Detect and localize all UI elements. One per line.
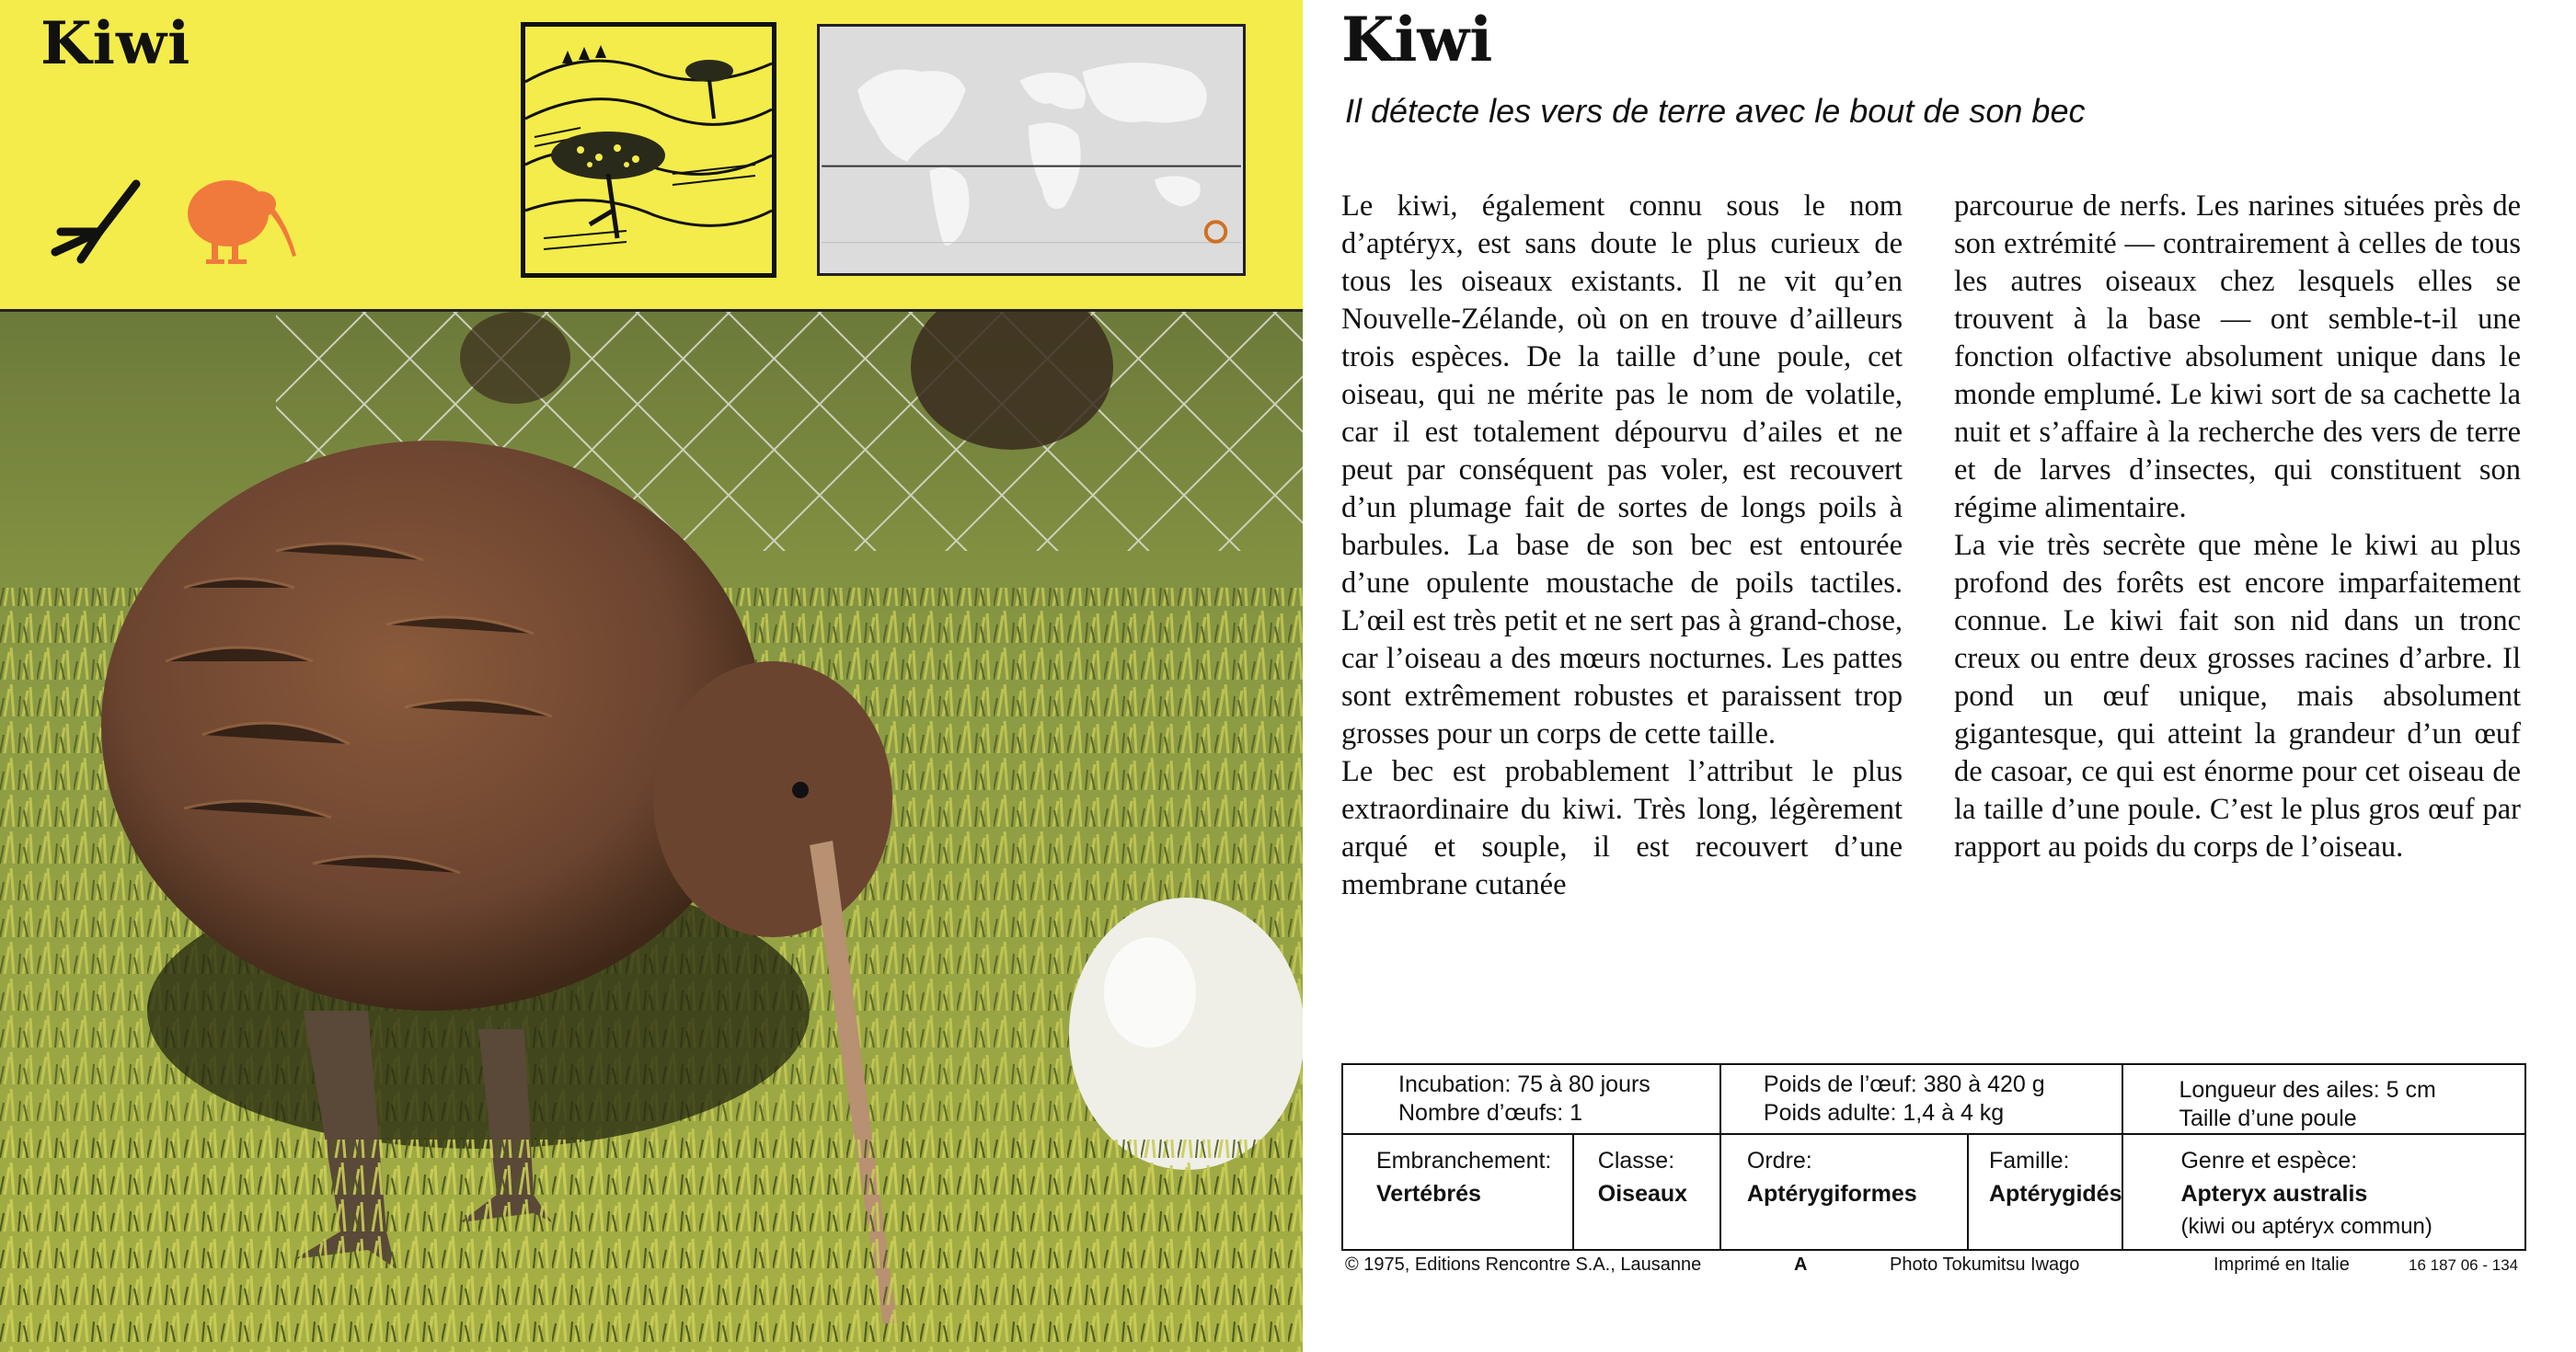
order-label: Ordre: bbox=[1746, 1148, 1812, 1174]
incubation-cell bbox=[1342, 1064, 1720, 1134]
text-column-right bbox=[1954, 188, 2521, 866]
kiwi-photo bbox=[0, 312, 1303, 1352]
paragraph: Le kiwi, également connu sous le nom d’aptéryx, est sans doute le plus curieux de tous les oiseaux existants. Il ne vit qu’en Nouvelle-Zélande, où on en trouve d’ailleurs trois espèces. De la taille d’une poule, cet oiseau, qui ne mérite pas le nom de volatile, car il est totalement dépourvu d’ailes et ne peut par conséquent pas voler, est recouvert d’un plumage fait de sortes de longs poils à barbules. La base de son bec est entourée d’une opulente moustache de poils tactiles. L’œil est très petit et ne sert pas à grand-chose, car l’oiseau a des mœurs nocturnes. Les pattes sont extrêmement robustes et paraissent trop grosses pour un corps de cette taille. bbox=[1341, 189, 1903, 750]
taxonomy-row bbox=[1342, 1134, 2525, 1250]
species-value: Apteryx australis bbox=[2180, 1181, 2368, 1207]
text-column-left bbox=[1341, 188, 1903, 904]
footer bbox=[1341, 1255, 2528, 1282]
right-card-title: Kiwi bbox=[1341, 4, 1493, 75]
world-map bbox=[817, 24, 1246, 276]
phylum-cell bbox=[1342, 1134, 1573, 1250]
bird-foot-icon bbox=[44, 175, 155, 267]
family-cell bbox=[1968, 1134, 2122, 1250]
yellow-header-band bbox=[0, 0, 1303, 312]
common-name: (kiwi ou aptéryx commun) bbox=[2180, 1214, 2432, 1239]
adult-weight-text: Poids adulte: 1,4 à 4 kg bbox=[1763, 1100, 2005, 1126]
order-cell bbox=[1720, 1134, 1968, 1250]
habitat-illustration bbox=[521, 22, 776, 278]
series-letter: A bbox=[1794, 1255, 1808, 1275]
class-label: Classe: bbox=[1597, 1148, 1675, 1174]
class-value: Oiseaux bbox=[1597, 1181, 1688, 1207]
egg-weight-text: Poids de l’œuf: 380 à 420 g bbox=[1763, 1071, 2045, 1097]
left-card-title: Kiwi bbox=[40, 9, 191, 78]
species-label: Genre et espèce: bbox=[2180, 1148, 2358, 1174]
photo-credit: Photo Tokumitsu Iwago bbox=[1890, 1255, 2080, 1275]
subtitle: Il détecte les vers de terre avec le bout de son bec bbox=[1345, 92, 2086, 130]
phylum-label: Embranchement: bbox=[1376, 1148, 1552, 1174]
order-value: Aptérygiformes bbox=[1746, 1181, 1917, 1207]
paragraph: Le bec est probablement l’attribut le plus extraordinaire du kiwi. Très long, légèrement arqué et souple, il est recouvert d’une membrane cutanée bbox=[1341, 755, 1903, 901]
wing-length-text: Longueur des ailes: 5 cm bbox=[2179, 1077, 2436, 1103]
kiwi-silhouette-icon bbox=[184, 167, 304, 269]
facts-row bbox=[1342, 1064, 2525, 1134]
wing-cell bbox=[2122, 1064, 2525, 1134]
copyright-text: © 1975, Editions Rencontre S.A., Lausanne bbox=[1345, 1255, 1702, 1275]
size-text: Taille d’une poule bbox=[2179, 1106, 2357, 1131]
paragraph: La vie très secrète que mène le kiwi au plus profond des forêts est encore imparfaitement connue. Le kiwi fait son nid dans un tronc creux ou entre deux grosses racines d’arbre. Il pond un œuf unique, mais absolument gigantesque, qui atteint la grandeur d’un œuf de casoar, ce qui est énorme pour cet oiseau de la taille d’une poule. C’est le plus gros œuf par rapport au poids du corps de l’oiseau. bbox=[1954, 529, 2521, 864]
family-value: Aptérygidés bbox=[1988, 1181, 2122, 1207]
phylum-value: Vertébrés bbox=[1376, 1181, 1481, 1207]
facts-table bbox=[1341, 1063, 2526, 1251]
eggs-text: Nombre d’œufs: 1 bbox=[1398, 1100, 1583, 1126]
printed-in-text: Imprimé en Italie bbox=[2214, 1255, 2350, 1275]
family-label: Famille: bbox=[1988, 1148, 2070, 1174]
weight-cell bbox=[1720, 1064, 2123, 1134]
class-cell bbox=[1573, 1134, 1720, 1250]
paragraph: parcourue de nerfs. Les narines situées près de son extrémité — contrairement à celles de tous les autres oiseaux chez lesquels elles se trouvent à la base — ont semble-t-il une fonction olfactive absolument unique dans le monde emplumé. Le kiwi sort de sa cachette la nuit et s’affaire à la recherche des vers de terre et de larves d’insectes, qui constituent son régime alimentaire. bbox=[1954, 189, 2521, 524]
incubation-text: Incubation: 75 à 80 jours bbox=[1398, 1071, 1650, 1097]
card-code: 16 187 06 - 134 bbox=[2409, 1256, 2519, 1274]
species-cell bbox=[2122, 1134, 2525, 1250]
